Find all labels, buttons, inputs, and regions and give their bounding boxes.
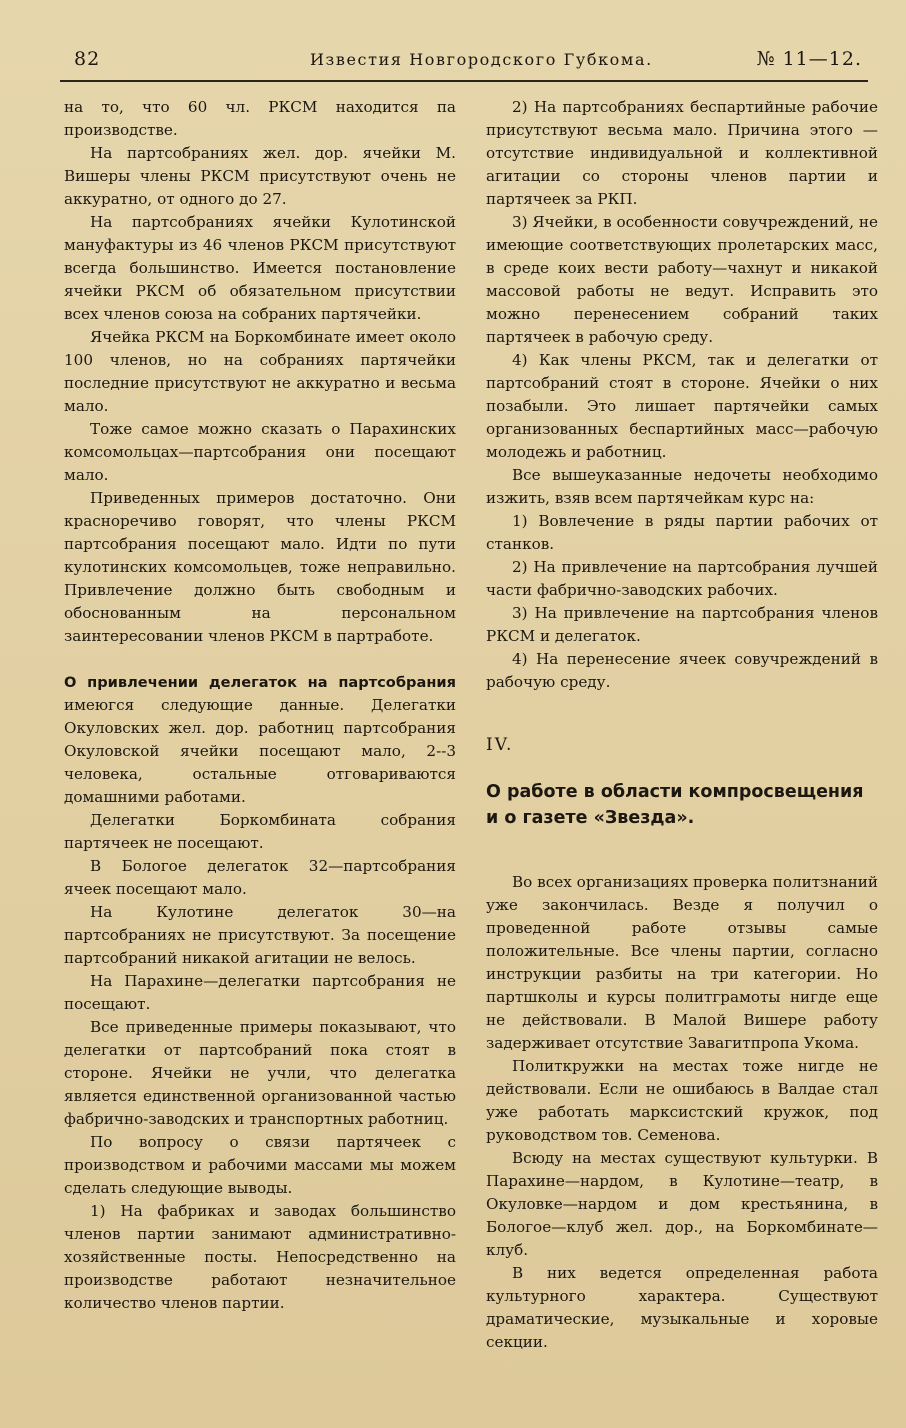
issue-number: № 11—12. <box>756 48 862 70</box>
paragraph: Во всех организациях проверка политзнаний уже закончилась. Везде я получил о проведенной работе отзывы самые положительные. Все члены партии, согласно инструкции разбиты на три категории. Но партшколы и курсы политграмоты нигде еще не действовали. В Малой Вишере работу задерживает отсутствие Завагитпропа Укома. <box>486 873 878 1052</box>
paragraph: Делегатки Боркомбината собрания партячеек не посещают. <box>64 811 456 852</box>
paragraph: 4) Как члены РКСМ, так и делегатки от партсобраний стоят в стороне. Ячейки о них позабыли. Это лишает партячейки самых организованных беспартийных масс—рабочую молодежь и работниц. <box>486 351 878 461</box>
paragraph: Тоже самое можно сказать о Парахинских комсомольцах—партсобрания они посещают мало. <box>64 420 456 484</box>
paragraph: В Бологое делегаток 32—партсобрания ячеек посещают мало. <box>64 857 456 898</box>
paragraph: На Парахине—делегатки партсобрания не посещают. <box>64 972 456 1013</box>
paragraph: Всюду на местах существуют культурки. В Парахине—нардом, в Кулотине—театр, в Окуловке—нардом и дом крестьянина, в Бологое—клуб жел. дор., на Боркомбинате—клуб. <box>486 1149 878 1259</box>
paragraph: На партсобраниях жел. дор. ячейки М. Вишеры члены РКСМ присутствуют очень не аккуратно, от одного до 27. <box>64 144 456 208</box>
section-number: IV. <box>486 735 514 755</box>
list-item: 1) Вовлечение в ряды партии рабочих от станков. <box>486 512 878 553</box>
list-item: 4) На перенесение ячеек совучреждений в рабочую среду. <box>486 650 878 691</box>
run-in-heading: О привлечении делегаток на партсобрания <box>64 674 456 691</box>
journal-title: Известия Новгородского Губкома. <box>310 50 653 69</box>
paragraph: Все вышеуказанные недочеты необходимо изжить, взяв всем партячейкам курс на: <box>486 466 878 507</box>
list-item: 2) На привлечение на партсобрания лучшей части фабрично-заводских рабочих. <box>486 558 878 599</box>
paragraph: На Кулотине делегаток 30—на партсобраниях не присутствуют. За посещение партсобраний никакой агитации не велось. <box>64 903 456 967</box>
page-number: 82 <box>74 48 101 70</box>
paragraph-text: имеюгся следующие данные. Делегатки Окуловских жел. дор. работниц партсобрания Окуловской ячейки посещают мало, 2--3 человека, остальные отговариваются домашними работами. <box>64 696 456 806</box>
section-title-line-1: О работе в области компросвещения <box>486 782 864 802</box>
running-header <box>60 44 868 82</box>
paragraph: 3) Ячейки, в особенности совучреждений, не имеющие соответствующих пролетарских масс, в среде коих вести работу—чахнут и никакой массовой работы не ведут. Исправить это можно перенесением собраний таких партячеек в рабочую среду. <box>486 213 878 346</box>
paragraph: Приведенных примеров достаточно. Они красноречиво говорят, что члены РКСМ партсобрания посещают мало. Идти по пути кулотинских комсомольцев, тоже неправильно. Привлечение должно быть свободным и обоснованным на персональном заинтересовании членов РКСМ в партработе. <box>64 489 456 645</box>
paragraph: В них ведется определенная работа культурного характера. Существуют драматические, музыкальные и хоровые секции. <box>486 1264 878 1351</box>
paragraph: Ячейка РКСМ на Боркомбинате имеет около 100 членов, но на собраниях партячейки последние присутствуют не аккуратно и весьма мало. <box>64 328 456 415</box>
paragraph: 1) На фабриках и заводах большинство членов партии занимают административно-хозяйственные посты. Непосредственно на производстве работают незначительное количество членов партии. <box>64 1202 456 1312</box>
list-item: 3) На привлечение на партсобрания членов РКСМ и делегаток. <box>486 604 878 645</box>
right-column <box>486 96 878 1354</box>
paragraph: На партсобраниях ячейки Кулотинской мануфактуры из 46 членов РКСМ присутствуют всегда большинство. Имеется постановление ячейки РКСМ об обязательном присутствии всех членов союза на собраних партячейки. <box>64 213 456 323</box>
paragraph: Политкружки на местах тоже нигде не действовали. Если не ошибаюсь в Валдае стал уже работать марксистский кружок, под руководством тов. Семенова. <box>486 1057 878 1144</box>
section-title-line-2: и о газете «Звезда». <box>486 808 695 828</box>
paragraph: Все приведенные примеры показывают, что делегатки от партсобраний пока стоят в стороне. Ячейки не учли, что делегатка является единственной организованной частью фабрично-заводских и транспортных работниц. <box>64 1018 456 1128</box>
paragraph: 2) На партсобраниях беспартийные рабочие присутствуют весьма мало. Причина этого — отсутствие индивидуальной и коллективной агитации со стороны членов партии и партячеек за РКП. <box>486 98 878 208</box>
paragraph: на то, что 60 чл. РКСМ находится па производстве. <box>64 98 456 139</box>
paragraph-delegates <box>64 671 456 809</box>
left-column <box>64 96 456 1315</box>
paragraph: По вопросу о связи партячеек с производством и рабочими массами мы можем сделать следующие выводы. <box>64 1133 456 1197</box>
